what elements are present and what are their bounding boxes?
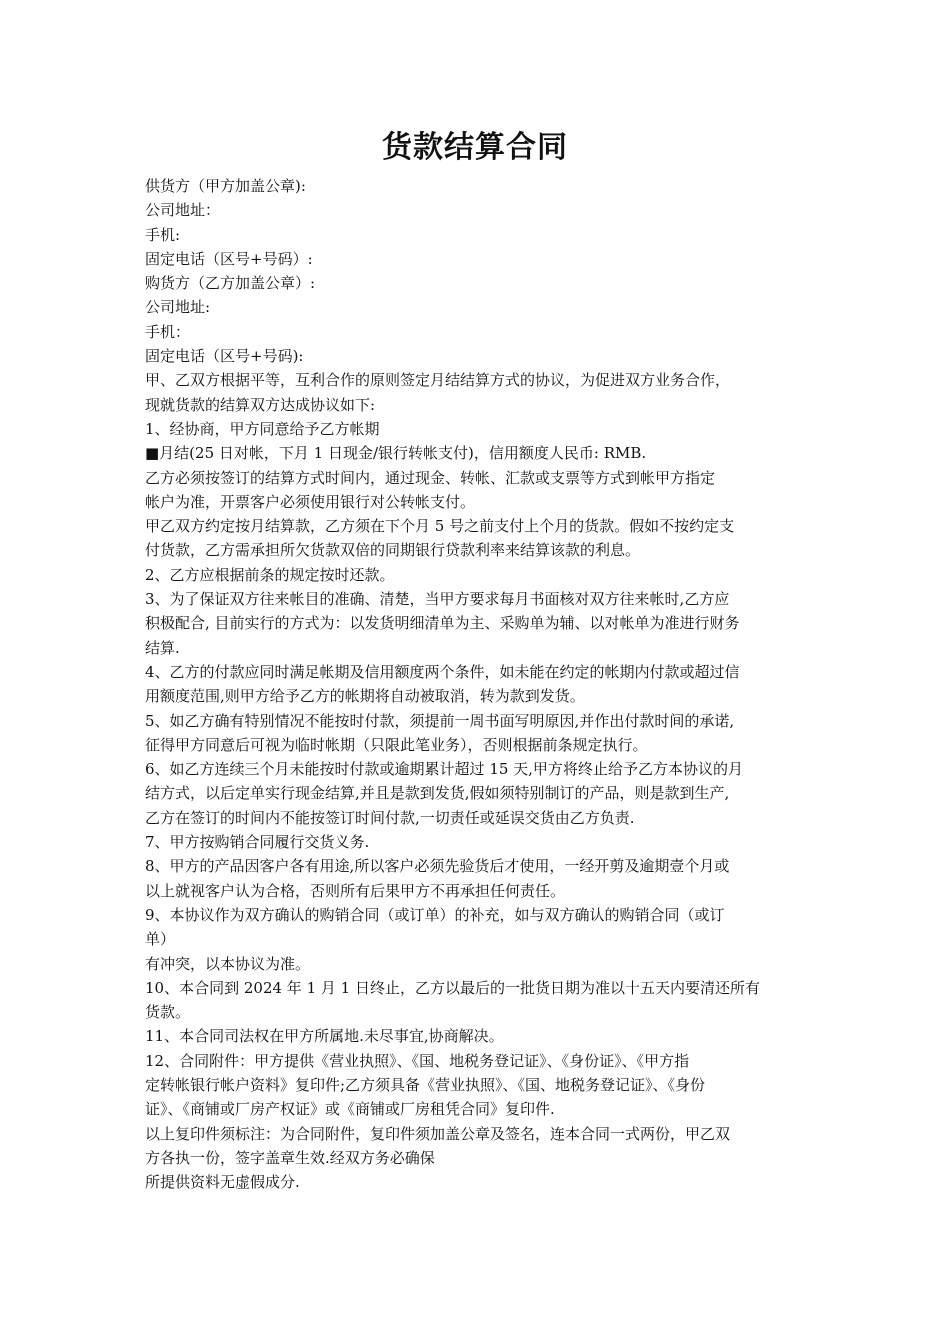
document-line: 购货方（乙方加盖公章）: [145,274,316,293]
document-line: 9、本协议作为双方确认的购销合同（或订单）的补充，如与双方确认的购销合同（或订 [145,905,725,924]
document-line: 定转帐银行帐户资料》复印件;乙方须具备《营业执照》、《国、地税务登记证》、《身份 [145,1075,706,1094]
document-line: 征得甲方同意后可视为临时帐期（只限此笔业务），否则根据前条规定执行。 [145,735,648,754]
document-title: 货款结算合同 [382,130,568,165]
document-line: 10、本合同到 2024 年 1 月 1 日终止，乙方以最后的一批货日期为准以十五天内要清还所有 [145,978,760,997]
document-line: 帐户为准，开票客户必须使用银行对公转帐支付。 [145,492,476,511]
document-line: 单） [145,930,176,949]
document-line: 12、合同附件：甲方提供《营业执照》、《国、地税务登记证》、《身份证》、《甲方指 [145,1051,690,1070]
document-line: 积极配合, 目前实行的方式为：以发货明细清单为主、采购单为辅、以对帐单为准进行财务 [145,614,740,633]
document-line: 8、甲方的产品因客户各有用途,所以客户必须先验货后才使用，一经开剪及逾期壹个月或 [145,857,730,876]
document-line: 固定电话（区号+号码）: [145,249,313,268]
document-line: 5、如乙方确有特别情况不能按时付款，须提前一周书面写明原因,并作出付款时间的承诺, [145,711,735,730]
document-line: 11、本合同司法权在甲方所属地.未尽事宜,协商解决。 [145,1027,504,1046]
document-line: 方各执一份，签字盖章生效.经双方务必确保 [145,1148,435,1167]
document-line: 乙方必须按签订的结算方式时间内，通过现金、转帐、汇款或支票等方式到帐甲方指定 [145,468,716,487]
document-line: 固定电话（区号+号码): [145,347,304,366]
document-line: 6、如乙方连续三个月未能按时付款或逾期累计超过 15 天,甲方将终止给予乙方本协议的月 [145,760,743,779]
document-line: 4、乙方的付款应同时满足帐期及信用额度两个条件，如未能在约定的帐期内付款或超过信 [145,662,740,681]
document-line: 公司地址： [145,201,221,220]
document-line: 2、乙方应根据前条的规定按时还款。 [145,565,395,584]
document-body [145,174,825,1194]
document-line: 结算. [145,638,180,657]
document-line: 1、经协商，甲方同意给予乙方帐期 [145,419,380,438]
document-line: 甲乙双方约定按月结算款，乙方须在下个月 5 号之前支付上个月的货款。假如不按约定支 [145,517,735,536]
document-line: 现就货款的结算双方达成协议如下: [145,395,376,414]
document-line: 甲、乙双方根据平等，互利合作的原则签定月结结算方式的协议，为促进双方业务合作， [145,371,731,390]
document-line: 货款。 [145,1003,191,1022]
document-line: 以上就视客户认为合格，否则所有后果甲方不再承担任何责任。 [145,881,566,900]
document-line: 以上复印件须标注：为合同附件，复印件须加盖公章及签名，连本合同一式两份，甲乙双 [145,1124,731,1143]
document-line: 付货款，乙方需承担所欠货款双倍的同期银行贷款利率来结算该款的利息。 [145,541,641,560]
document-line: 证》、《商铺或厂房产权证》或《商铺或厂房租凭合同》复印件. [145,1100,555,1119]
document-line: 3、为了保证双方往来帐目的准确、清楚，当甲方要求每月书面核对双方往来帐时,乙方应 [145,590,730,609]
document-line: 手机: [145,225,181,244]
document-line: 供货方（甲方加盖公章): [145,177,306,195]
document-line: 乙方在签订的时间内不能按签订时间付款,一切责任或延误交货由乙方负责. [145,808,635,827]
document-line: 有冲突，以本协议为准。 [145,954,311,973]
document-line: ■月结(25 日对帐，下月 1 日现金/银行转帐支付)，信用额度人民币: RMB. [145,444,647,463]
document-line: 结方式，以后定单实行现金结算,并且是款到发货,假如须特别制订的产品，则是款到生产, [145,784,730,803]
document-line: 7、甲方按购销合同履行交货义务. [145,833,370,852]
document-line: 手机： [145,322,191,341]
document-line: 公司地址: [145,298,211,317]
document-line: 用额度范围,则甲方给予乙方的帐期将自动被取消，转为款到发货。 [145,687,585,706]
document-line: 所提供资料无虚假成分. [145,1173,300,1192]
